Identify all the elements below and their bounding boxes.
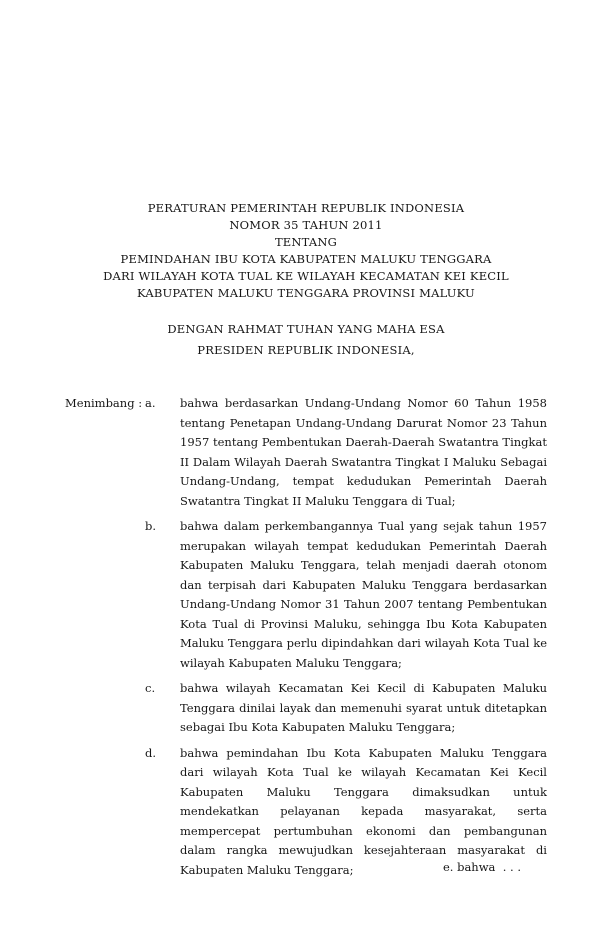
consideration-text: bahwa pemindahan Ibu Kota Kabupaten Maluku Tenggara dari wilayah Kota Tual ke wilayah Kecamatan Kei Kecil Kabupaten Maluku Tenggara dimaksudkan untuk mendekatkan pelayanan kepada masyarakat, serta mempercepat pertumbuhan ekonomi dan pembangunan dalam rangka mewujudkan kesejahteraan masyarakat di Kabupaten Maluku Tenggara; bbox=[180, 745, 547, 877]
title-line-number: NOMOR 35 TAHUN 2011 bbox=[229, 218, 383, 232]
issuer-line: PRESIDEN REPUBLIK INDONESIA, bbox=[197, 343, 415, 357]
consideration-text: bahwa wilayah Kecamatan Kei Kecil di Kabupaten Maluku Tenggara dinilai layak dan memenuhi syarat untuk ditetapkan sebagai Ibu Kota Kabupaten Maluku Tenggara; bbox=[180, 681, 547, 734]
considering-label: Menimbang : bbox=[65, 396, 143, 410]
title-line-tentang: TENTANG bbox=[274, 235, 338, 249]
page-continuation-marker: e. bahwa . . . bbox=[442, 860, 521, 874]
consideration-letter: d. bbox=[145, 745, 157, 760]
considering-section bbox=[65, 394, 547, 886]
consideration-letter: a. bbox=[145, 396, 156, 410]
consideration-item-b bbox=[145, 517, 547, 673]
document-title bbox=[65, 200, 547, 302]
consideration-item-a bbox=[145, 394, 547, 511]
consideration-item-c bbox=[145, 679, 547, 738]
consideration-letter: b. bbox=[145, 519, 157, 533]
title-line-subject-2: DARI WILAYAH KOTA TUAL KE WILAYAH KECAMATAN KEI KECIL bbox=[103, 269, 509, 283]
title-line-regulation: PERATURAN PEMERINTAH REPUBLIK INDONESIA bbox=[147, 201, 465, 215]
title-line-subject-1: PEMINDAHAN IBU KOTA KABUPATEN MALUKU TENGGARA bbox=[120, 252, 492, 266]
considering-items bbox=[145, 394, 547, 886]
invocation-line: DENGAN RAHMAT TUHAN YANG MAHA ESA bbox=[167, 322, 445, 336]
title-line-subject-3: KABUPATEN MALUKU TENGGARA PROVINSI MALUKU bbox=[137, 286, 475, 300]
consideration-text: bahwa berdasarkan Undang-Undang Nomor 60 Tahun 1958 tentang Penetapan Undang-Undang Darurat Nomor 23 Tahun 1957 tentang Pembentukan Daerah-Daerah Swatantra Tingkat II Dalam Wilayah Daerah Swatantra Tingkat I Maluku Sebagai Undang-Undang, tempat kedudukan Pemerintah Daerah Swatantra Tingkat II Maluku Tenggara di Tual; bbox=[180, 396, 547, 508]
consideration-text: bahwa dalam perkembangannya Tual yang sejak tahun 1957 merupakan wilayah tempat kedudukan Pemerintah Daerah Kabupaten Maluku Tenggara, telah menjadi daerah otonom dan terpisah dari Kabupaten Maluku Tenggara berdasarkan Undang-Undang Nomor 31 Tahun 2007 tentang Pembentukan Kota Tual di Provinsi Maluku, sehingga Ibu Kota Kabupaten Maluku Tenggara perlu dipindahkan dari wilayah Kota Tual ke wilayah Kabupaten Maluku Tenggara; bbox=[180, 519, 547, 670]
consideration-letter: c. bbox=[145, 681, 156, 695]
